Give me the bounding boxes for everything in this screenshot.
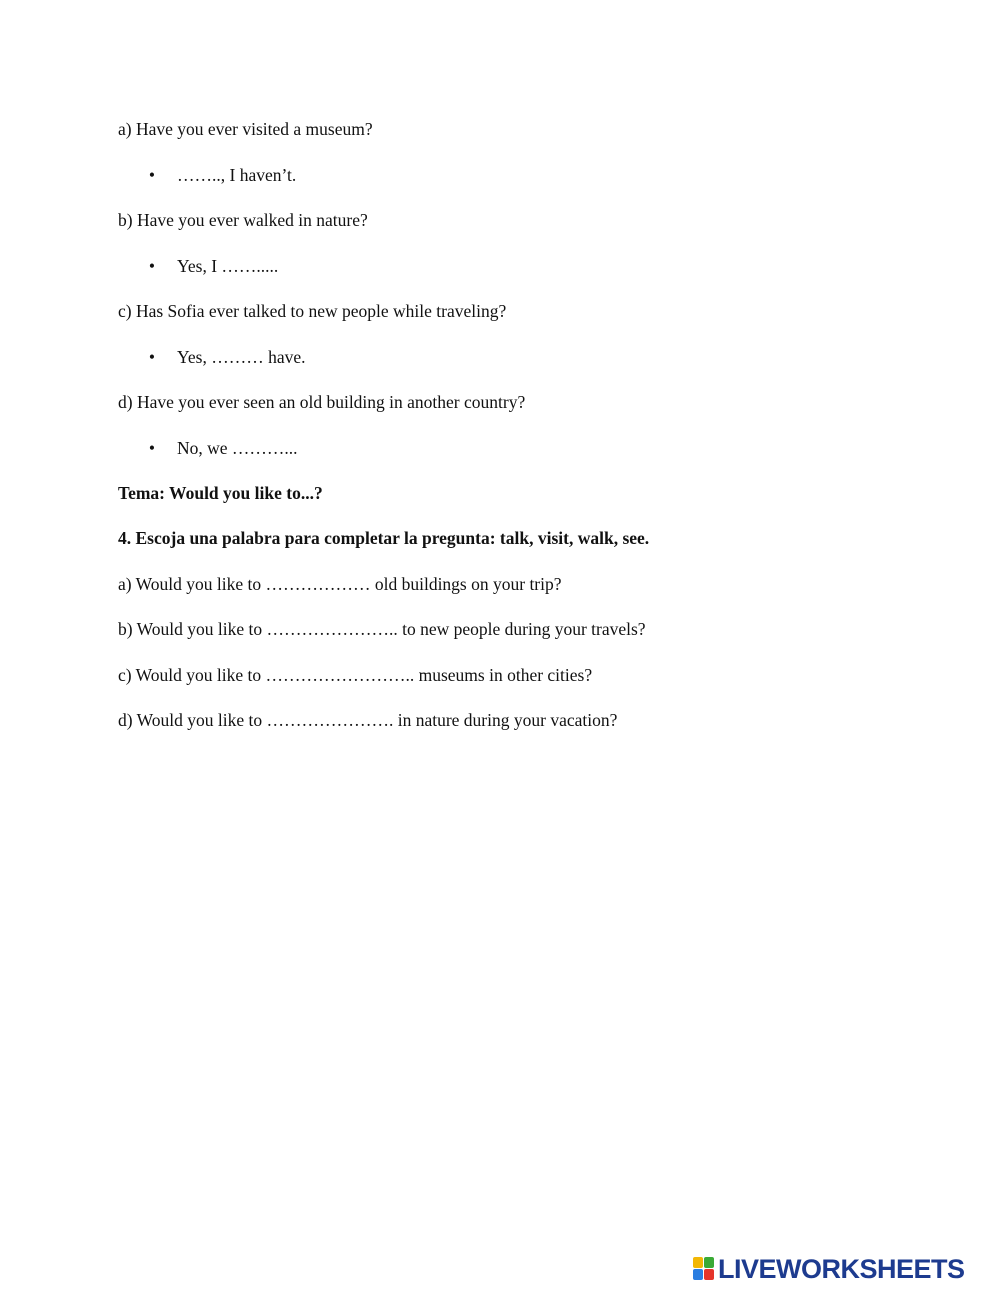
- bullet: •: [148, 347, 156, 367]
- exercise-4-question-b[interactable]: b) Would you like to ………………….. to new people during your travels?: [118, 619, 646, 639]
- question-c-sofia-talked: c) Has Sofia ever talked to new people while traveling?: [118, 301, 507, 321]
- question-d-old-building: d) Have you ever seen an old building in another country?: [118, 392, 526, 412]
- exercise-4-question-c[interactable]: c) Would you like to …………………….. museums in other cities?: [118, 665, 593, 685]
- exercise-4-question-a[interactable]: a) Would you like to ……………… old buildings on your trip?: [118, 574, 562, 594]
- liveworksheets-logo: [693, 1254, 993, 1284]
- liveworksheets-logo-text: LIVEWORKSHEETS: [718, 1254, 965, 1284]
- answer-c-blank[interactable]: Yes, ……… have.: [177, 347, 306, 367]
- answer-b-blank[interactable]: Yes, I …….....: [177, 256, 279, 276]
- bullet: •: [148, 165, 156, 185]
- topic-heading: Tema: Would you like to...?: [118, 483, 323, 503]
- exercise-4-instruction: 4. Escoja una palabra para completar la pregunta: talk, visit, walk, see.: [118, 528, 650, 548]
- question-b-walked-nature: b) Have you ever walked in nature?: [118, 210, 368, 230]
- answer-a-blank[interactable]: …….., I haven’t.: [177, 165, 297, 185]
- bullet: •: [148, 438, 156, 458]
- answer-d-blank[interactable]: No, we ………...: [177, 438, 298, 458]
- question-a-visited-museum: a) Have you ever visited a museum?: [118, 119, 373, 139]
- bullet: •: [148, 256, 156, 276]
- exercise-4-question-d[interactable]: d) Would you like to …………………. in nature during your vacation?: [118, 710, 618, 730]
- liveworksheets-logo-icon: [693, 1257, 715, 1281]
